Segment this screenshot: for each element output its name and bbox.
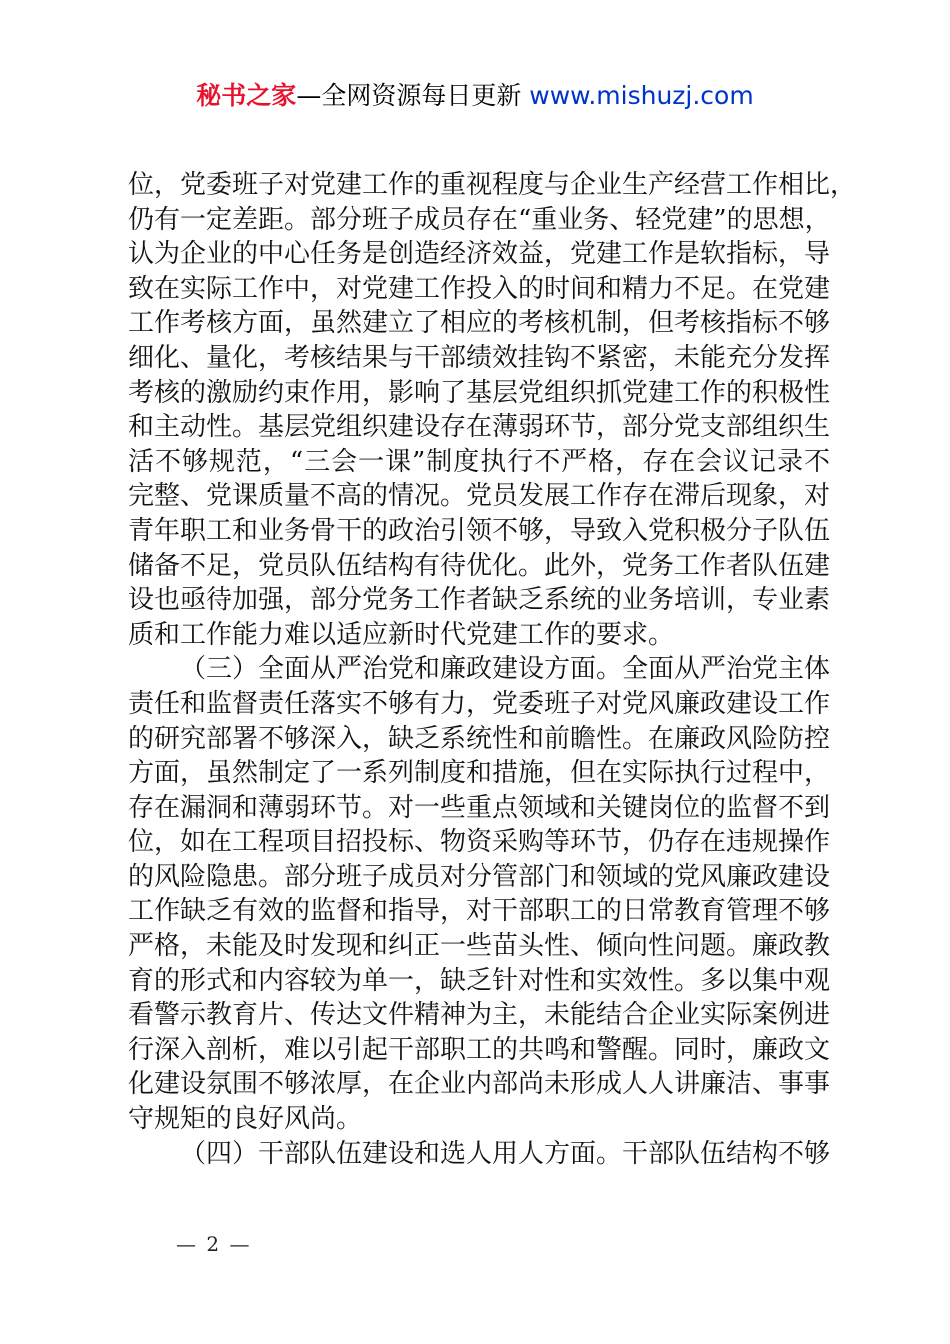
text-line: 设也亟待加强，部分党务工作者缺乏系统的业务培训，专业素 <box>128 585 831 616</box>
text-line: 位，党委班子对党建工作的重视程度与企业生产经营工作相比， <box>128 170 857 200</box>
text-line: 存在漏洞和薄弱环节。对一些重点领域和关键岗位的监督不到 <box>128 792 831 823</box>
text-line: 化建设氛围不够浓厚，在企业内部尚未形成人人讲廉洁、事事 <box>128 1069 831 1100</box>
section-heading-line: （三）全面从严治党和廉政建设方面。全面从严治党主体 <box>180 654 831 685</box>
text-line: 的风险隐患。部分班子成员对分管部门和领域的党风廉政建设 <box>128 861 831 892</box>
text-line: 守规矩的良好风尚。 <box>128 1104 363 1135</box>
text-line: 活不够规范，“三会一课”制度执行不严格，存在会议记录不 <box>128 446 830 477</box>
document-body <box>128 168 857 1171</box>
text-line: 和主动性。基层党组织建设存在薄弱环节，部分党支部组织生 <box>128 412 831 443</box>
section-heading-line: （四）干部队伍建设和选人用人方面。干部队伍结构不够 <box>180 1138 831 1169</box>
text-line: 认为企业的中心任务是创造经济效益，党建工作是软指标，导 <box>128 239 831 270</box>
page-number: — 2 — <box>176 1232 252 1256</box>
text-line: 完整、党课质量不高的情况。党员发展工作存在滞后现象，对 <box>128 481 831 512</box>
text-line: 考核的激励约束作用，影响了基层党组织抓党建工作的积极性 <box>128 377 831 408</box>
brand-name: 秘书之家 <box>196 81 297 110</box>
text-line: 致在实际工作中，对党建工作投入的时间和精力不足。在党建 <box>128 273 831 304</box>
text-line: 细化、量化，考核结果与干部绩效挂钩不紧密，未能充分发挥 <box>128 342 831 373</box>
website-link[interactable]: www.mishuzj.com <box>529 81 754 110</box>
text-line: 青年职工和业务骨干的政治引领不够，导致入党积极分子队伍 <box>128 515 831 546</box>
text-line: 储备不足，党员队伍结构有待优化。此外，党务工作者队伍建 <box>128 550 831 581</box>
header-tagline: —全网资源每日更新 <box>296 81 522 110</box>
text-line: 看警示教育片、传达文件精神为主，未能结合企业实际案例进 <box>128 1000 831 1031</box>
text-line: 工作缺乏有效的监督和指导，对干部职工的日常教育管理不够 <box>128 896 831 927</box>
text-line: 的研究部署不够深入，缺乏系统性和前瞻性。在廉政风险防控 <box>128 723 831 754</box>
text-line: 方面，虽然制定了一系列制度和措施，但在实际执行过程中， <box>128 758 831 789</box>
text-line: 严格，未能及时发现和纠正一些苗头性、倾向性问题。廉政教 <box>128 931 831 962</box>
text-line: 位，如在工程项目招投标、物资采购等环节，仍存在违规操作 <box>128 827 831 858</box>
text-line: 育的形式和内容较为单一，缺乏针对性和实效性。多以集中观 <box>128 965 831 996</box>
text-line: 行深入剖析，难以引起干部职工的共鸣和警醒。同时，廉政文 <box>128 1034 831 1065</box>
text-line: 仍有一定差距。部分班子成员存在“重业务、轻党建”的思想， <box>128 204 831 235</box>
text-line: 质和工作能力难以适应新时代党建工作的要求。 <box>128 619 675 650</box>
site-header <box>0 78 950 114</box>
text-line: 工作考核方面，虽然建立了相应的考核机制，但考核指标不够 <box>128 308 831 339</box>
text-line: 责任和监督责任落实不够有力，党委班子对党风廉政建设工作 <box>128 688 831 719</box>
